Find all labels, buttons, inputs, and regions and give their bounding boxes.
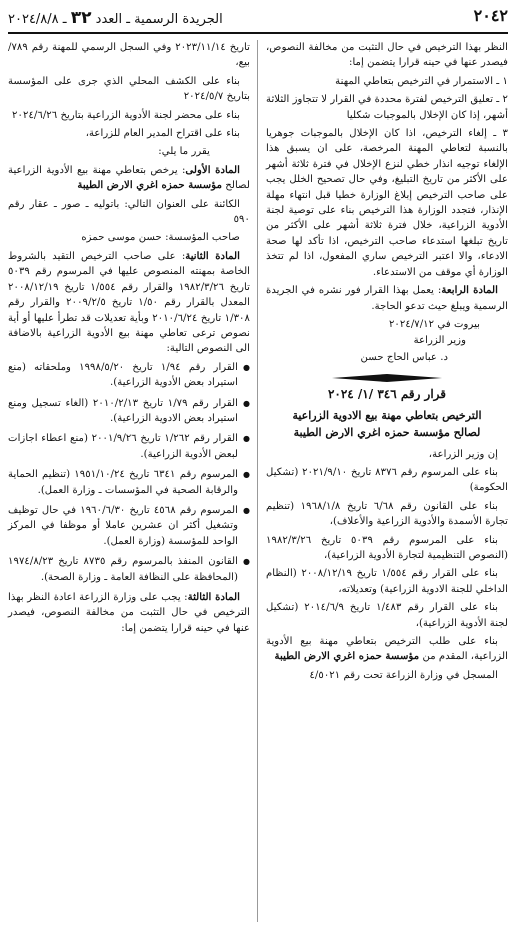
decision-subject-line: لصالح مؤسسة حمزه اغري الارض الطيبة [293,425,481,439]
decides-line: يقرر ما يلي: [158,146,210,158]
request-paragraph [266,634,508,665]
decision-subject [266,407,508,441]
preamble-item: بناء على المرسوم رقم ٨٣٧٦ تاريخ ٢٠٢١/٩/١٠ (تشكيل الحكومة) [266,466,508,494]
preamble-item: بناء على القانون رقم ٦/٦٨ تاريخ ١٩٦٨/١/٨ (تنظيم تجارة الأسمدة والأدوية الزراعية والأعلاف)، [266,500,508,528]
article-2 [8,249,250,357]
page-header [8,6,508,34]
preamble-item: بناء على القرار رقم ١/٤٨٣ تاريخ ٢٠١٤/٦/٩ (تشكيل لجنة الأدوية الزراعية)، [266,602,508,629]
establishment-name: مؤسسة حمزه اغري الارض الطيبة [274,650,420,663]
bullet-item: ● القرار رقم ١/٧٩ تاريخ ٢٠١٠/٢/١٣ (الغاء تسجيل ومنع استيراد بعض الادوية الزراعية). [8,396,250,427]
preamble-item: بناء على الكشف المحلي الذي جرى على المؤسسة بتاريخ ٢٠٢٤/٥/٧ [8,75,250,103]
bullet-item: ● القانون المنفذ بالمرسوم رقم ٨٧٣٥ تاريخ ١٩٧٤/٨/٢٣ (المحافظة على النظافة العامة ـ وزارة الصحة). [8,554,250,585]
left-column [8,40,250,639]
article-1 [8,163,250,194]
bullet-item: ● القرار رقم ١/٩٤ تاريخ ١٩٩٨/٥/٢٠ وملحقاته (منع استيراد بعض الأدوية الزراعية). [8,360,250,391]
gazette-title [8,8,223,28]
article-label: المادة الرابعة [441,284,498,297]
column-divider [257,40,258,922]
decision-subject-line: الترخيص بتعاطي مهنة بيع الادوية الزراعية [292,408,482,422]
establishment-owner: صاحب المؤسسة: حسن موسى حمزه [81,232,240,244]
signature-place-date: بيروت في ٢٠٢٤/٧/١٢ [388,318,480,330]
establishment-address: الكائنة على العنوان التالي: باتوليه ـ صور ـ عقار رقم ٥٩٠ [8,198,250,226]
registration-text: المسجل في وزارة الزراعة تحت رقم ٤/٥٠٢١ [309,669,498,681]
preamble-item: بناء على اقتراح المدير العام للزراعة، [85,128,240,140]
article-3 [8,590,250,636]
bullet-item: ● المرسوم رقم ٦٣٤١ تاريخ ١٩٥١/١٠/٢٤ (تنظيم الحماية والرقابة الصحية في المؤسسات ـ وزارة العمل). [8,467,250,498]
decision-title-prefix: قرار رقم [400,387,447,402]
establishment-name: مؤسسة حمزه اغري الارض الطيبة [77,179,223,192]
option-item: ٢ ـ تعليق الترخيص لفترة محددة في القرار لا تتجاوز الثلاثة أشهر، إذا كان الإخلال بالموجبات شكليا [265,94,508,121]
issue-date: ـ ٢٠٢٤/٨/٨ [8,12,67,27]
minister-line: إن وزير الزراعة، [428,448,498,460]
article-label: المادة الثالثة [187,591,240,603]
decision-number: ٣٤٦ /١/ ٢٠٢٤ [327,387,397,402]
article-text: : على صاحب الترخيص التقيد بالشروط الخاصة بمهنته المنصوص عليها في المرسوم رقم ٥٠٣٩ تاريخ ١٩٨٢/٣/٢٦ والقرار رقم ١/٥٥٤ تاريخ ٢٠٠٨/١٢/١٩ المعدل بالقرار رقم ١/٥٠ تاريخ ٢٠٠٩/٢/٥ والقرار رقم ١/٣٠٨ تاريخ ٢٠١٠/٦/٢٤ وبأية تعديلات قد تطرأ عليها أو أية نصوص ترعى تعاطي مهنة بيع الأدوية الزراعية بالاضافة الى النصوص التالية: [8,250,250,355]
bullet-item: ● المرسوم رقم ٤٥٦٨ تاريخ ١٩٦٠/٦/٣٠ في حال توظيف وتشغيل أكثر ان عشرين عاملا أو موظفا في المركز الواحد للمؤسسة (وزارة العمل). [8,503,250,549]
article-label: المادة الثانية [185,249,240,262]
registration-date: تاريخ ٢٠٢٣/١١/١٤ وفي السجل الرسمي للمهنة رقم ٧٨٩/بيع، [8,42,250,69]
page-number: ٢٠٤٢ [473,6,508,25]
request-text: بناء على طلب الترخيص بتعاطي مهنة بيع الأدوية الزراعية، المقدم من [266,636,508,663]
signature-name: د. عباس الحاج حسن [360,351,448,363]
continued-text: النظر بهذا الترخيص في حال التثبت من مخالفة النصوص، فيصدر عنها في حينه قرارا يتضمن إما: [266,42,508,69]
article-4 [266,283,508,314]
article-label: المادة الأولى [185,163,240,176]
option-item: ٣ ـ إلغاء الترخيص، اذا كان الإخلال بالموجبات جوهريا بالنسبة لتعاطي المهنة المرخصة، على ان يسبق هذا الإلغاء توجيه انذار خطي لنزع الإخلال في فترة ثلاثة أشهر على الأكثر من تاريخ التبليغ، وفي حال تصحيح الخلل يجب على صاحب الترخيص إبلاغ الوزارة خطيا قبل انتهاء مهلة الإنذار، فتجدد الوزارة هذا الترخيص بناء على توصية لجنة الأدوية الزراعية، خلال فترة ثلاثة أشهر على الأكثر من تاريخ تبلغها استدعاء صاحب الترخيص، اذا تأكد لها صحة الادعاء، والا اعتبر الترخيص ساري المفعول، اذا لم تتخذ الوزارة أي موقف من الاستدعاء. [266,128,508,278]
article-text: : يجب على وزارة الزراعة اعادة النظر بهذا الترخيص في حال التثبت من مخالفة النصوص، فيصدر عنها في حينه قرارا يتضمن إما: [8,592,250,634]
preamble-item: بناء على محضر لجنة الأدوية الزراعية بتاريخ ٢٠٢٤/٦/٢٦ [12,109,240,121]
gazette-name: الجريدة الرسمية ـ العدد [95,12,223,27]
signature-title: وزير الزراعة [413,335,466,347]
article-text: : يرخص بتعاطي مهنة بيع الأدوية الزراعية لصالح [8,164,250,192]
article-text: : يعمل بهذا القرار فور نشره في الجريدة الرسمية ويبلغ حيث تدعو الحاجة. [266,285,508,312]
option-item: ١ ـ الاستمرار في الترخيص بتعاطي المهنة [335,75,508,87]
preamble-item: بناء على المرسوم رقم ٥٠٣٩ تاريخ ١٩٨٢/٣/٢٦ (النصوص التنظيمية لتجارة الأدوية الزراعية)، [266,534,508,561]
bullet-item: ● القرار رقم ١/٢٦٢ تاريخ ٢٠٠١/٩/٢٦ (منع اعطاء اجازات لبعض الأدوية الزراعية). [8,431,250,462]
preamble-item: بناء على القرار رقم ١/٥٥٤ تاريخ ٢٠٠٨/١٢/١٩ (النظام الداخلي للجنة الادوية الزراعية) وتعديلاته، [266,568,508,595]
right-column [266,40,508,686]
issue-number: ٣٢ [70,8,92,28]
decision-title [266,387,508,402]
separator-ornament [332,373,442,383]
